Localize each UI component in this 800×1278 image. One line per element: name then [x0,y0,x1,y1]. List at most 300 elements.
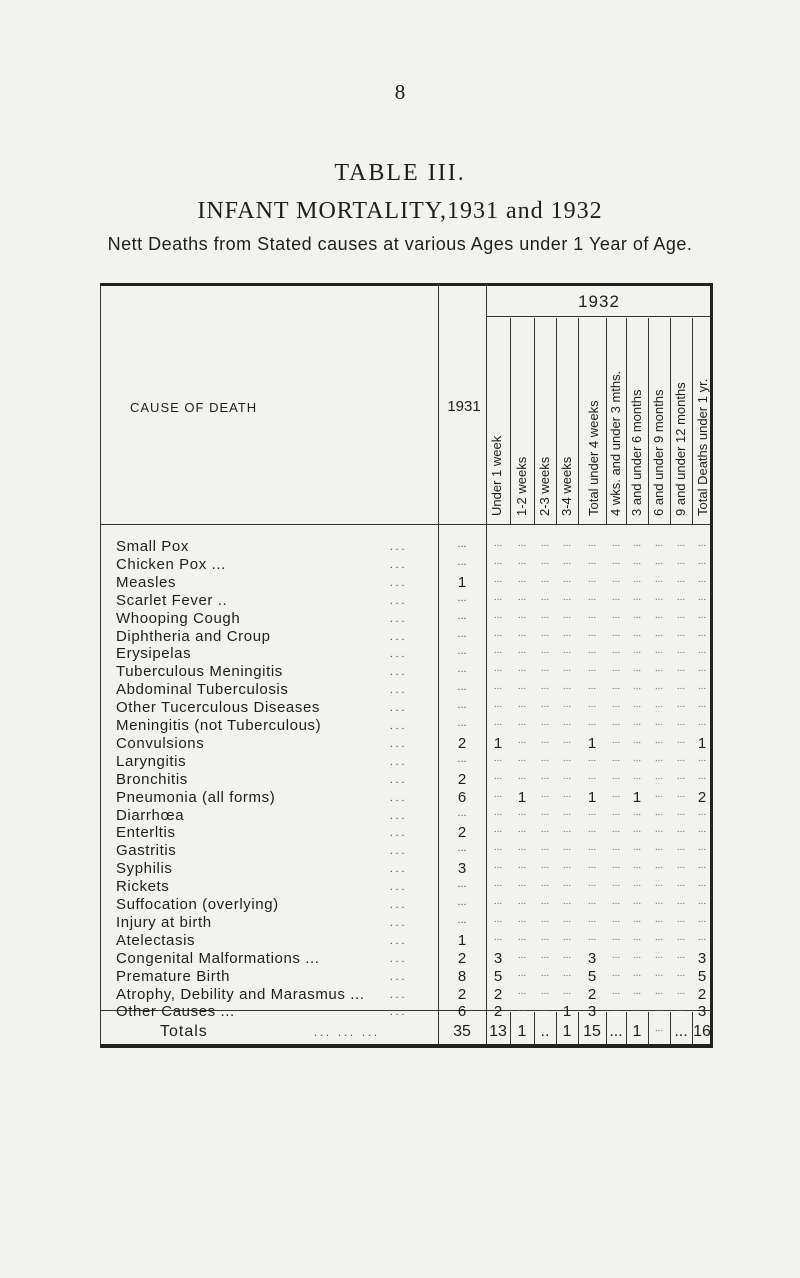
leader-dots: ... [390,916,408,929]
table-title: TABLE III. [334,160,466,186]
cell-age: ... [654,1003,664,1015]
header-bottom-rule [100,524,712,525]
header-divider-1932 [486,316,712,317]
cell-age: ... [540,949,550,961]
cell-age: 3 [697,1003,707,1021]
cell-age: ... [540,806,550,818]
cell-age: ... [632,538,642,549]
cell-age: ... [697,538,707,549]
cell-age: ... [493,555,503,567]
cell-age: ... [540,663,550,675]
page-number: 8 [394,80,406,104]
cell-age: ... [697,645,707,657]
cell-age: ... [676,1003,686,1015]
cell-age: ... [540,770,550,782]
cell-age: ... [562,949,572,961]
cell-age: ... [611,788,621,800]
table-row [100,950,713,968]
cell-age: ... [676,949,686,961]
cell-1931: 6 [457,1003,467,1021]
cell-age: ... [587,681,597,693]
cell-age: ... [562,770,572,782]
cell-age: ... [493,573,503,585]
table-row [100,538,713,556]
cell-age: ... [654,842,664,854]
cell-age: ... [587,699,597,711]
cell-1931: ... [457,627,467,640]
leader-dots: ... [390,863,408,876]
table-row [100,574,713,592]
leader-dots: ... [390,988,408,1001]
cell-age: ... [697,878,707,890]
age-col-divider [510,318,511,524]
cause-label: Tuberculous Meningitis [116,663,283,681]
table-row [100,986,713,1004]
cell-age: ... [632,645,642,657]
table-row [100,896,713,914]
cause-label: Meningitis (not Tuberculous) [116,717,322,734]
cell-age: 3 [587,1003,597,1021]
cell-age: ... [587,555,597,567]
cell-age: ... [611,1003,621,1015]
cause-label: Convulsions [116,734,205,752]
cell-1931: 2 [457,985,467,1003]
cell-age: ... [697,591,707,603]
leader-dots: ... [390,1006,408,1019]
cell-1931: ... [457,663,467,676]
cell-age: ... [697,699,707,711]
cell-age: ... [632,591,642,603]
cell-age: ... [493,788,503,800]
cell-age: ... [676,824,686,836]
cell-age: ... [676,538,686,549]
cell-age: ... [540,752,550,764]
cell-age: ... [562,609,572,621]
cell-age: ... [654,573,664,585]
table-row [100,645,713,663]
cell-age: ... [587,931,597,943]
cause-label: Congenital Malformations ... [116,949,320,967]
cell-age: ... [654,806,664,818]
cell-age: ... [676,609,686,621]
cell-age: ... [493,699,503,711]
cell-age: ... [493,842,503,854]
leader-dots: ... [390,594,408,607]
leader-dots: ... [390,899,408,911]
cell-age: ... [540,717,550,728]
totals-leader-dots: ... ... ... [314,1025,380,1039]
cell-age: ... [632,627,642,639]
cell-age: ... [517,645,527,657]
cell-age: ... [654,752,664,764]
age-col-divider [606,318,607,524]
cell-age: ... [697,913,707,925]
cell-1931: ... [457,555,467,568]
cell-age: ... [611,734,621,746]
totals-label: Totals [160,1023,208,1040]
cell-age: ... [493,591,503,603]
cell-age: ... [517,806,527,818]
cell-age: 1 [493,734,503,752]
cause-label: Enterltis [116,824,176,842]
cell-age: ... [654,538,664,549]
cell-age: ... [632,681,642,693]
cause-label: Scarlet Fever .. [116,591,228,609]
table-row [100,932,713,950]
cell-age: ... [611,967,621,979]
cell-age: ... [632,913,642,925]
table-row [100,663,713,681]
cell-age: ... [676,752,686,764]
cell-age: ... [654,663,664,675]
cell-age: ... [697,931,707,943]
cell-age: ... [611,806,621,818]
cell-age: ... [632,770,642,782]
cell-age: ... [697,681,707,693]
cause-label: Syphilis [116,860,173,878]
cell-age: ... [587,609,597,621]
cell-age: ... [654,896,664,907]
cell-age: ... [654,967,664,979]
cell-1931: ... [457,645,467,658]
cause-label: Suffocation (overlying) [116,896,279,913]
cell-age: ... [611,949,621,961]
cell-age: ... [611,896,621,907]
cell-age: ... [540,555,550,567]
cell-age: ... [562,555,572,567]
cause-label: Small Pox [116,538,189,555]
cause-label: Other Tucerculous Diseases [116,699,321,717]
cell-age: ... [517,842,527,854]
cell-age: ... [676,985,686,997]
cell-age: ... [517,717,527,728]
cause-label: Laryngitis [116,752,187,770]
cell-age: ... [654,609,664,621]
cause-label: Erysipelas [116,645,192,663]
cause-label: Premature Birth [116,967,231,985]
cell-age: ... [611,609,621,621]
totals-cell: 1 [632,1023,642,1040]
cell-age: ... [540,1003,550,1015]
cell-age: ... [676,717,686,728]
cell-age: ... [632,609,642,621]
cell-age: ... [697,806,707,818]
cause-label: Diarrhœa [116,806,185,824]
cell-age: ... [632,985,642,997]
cell-1931: 1 [457,931,467,949]
cell-age: ... [540,591,550,603]
leader-dots: ... [390,755,408,768]
cell-age: ... [697,663,707,675]
cell-age: ... [611,663,621,675]
cell-age: ... [632,967,642,979]
leader-dots: ... [390,773,408,786]
cell-age: ... [562,896,572,907]
cell-age: ... [517,949,527,961]
cell-age: ... [632,573,642,585]
cell-age: ... [654,788,664,800]
cell-age: 1 [632,788,642,806]
cell-age: ... [587,645,597,657]
cell-1931: ... [457,878,467,891]
age-col-divider [534,318,535,524]
cell-age: ... [587,842,597,854]
cell-age: ... [587,752,597,764]
cell-age: ... [493,645,503,657]
cell-age: ... [611,681,621,693]
cell-age: ... [587,538,597,549]
age-col-header: 6 and under 9 months [651,389,666,516]
table-row [100,789,713,807]
cell-age: ... [562,806,572,818]
cell-age: ... [632,734,642,746]
cell-age: ... [654,699,664,711]
table-row [100,628,713,646]
cell-age: ... [587,860,597,872]
cell-age: ... [676,967,686,979]
cell-age: ... [654,860,664,872]
cell-age: ... [517,627,527,639]
age-col-header: Total under 4 weeks [586,400,601,516]
cell-age: ... [587,824,597,836]
cell-age: ... [611,591,621,603]
table-row [100,735,713,753]
table-row [100,842,713,860]
cell-age: ... [587,896,597,907]
cell-age: 1 [587,734,597,752]
cell-age: ... [562,538,572,549]
cell-age: ... [611,573,621,585]
cell-age: ... [676,645,686,657]
leader-dots: ... [390,845,408,858]
cell-age: ... [540,878,550,890]
cell-age: ... [493,931,503,943]
cell-age: ... [540,896,550,907]
cause-label: Bronchitis [116,770,188,788]
cell-1931: ... [457,896,467,908]
table-subtitle: INFANT MORTALITY,1931 and 1932 [197,198,603,224]
cell-age: ... [540,699,550,711]
totals-cell: ... [674,1023,688,1040]
table-row [100,824,713,842]
age-col-divider [648,318,649,524]
table-row [100,807,713,825]
cell-age: ... [676,788,686,800]
cell-age: ... [611,645,621,657]
cause-label: Abdominal Tuberculosis [116,681,289,699]
cell-age: ... [632,842,642,854]
table-row [100,878,713,896]
table-row [100,681,713,699]
age-col-divider [578,318,579,524]
age-col-header: 3 and under 6 months [629,389,644,516]
cell-age: ... [493,770,503,782]
totals-1931: 35 [453,1023,471,1040]
cell-age: ... [587,591,597,603]
cell-age: ... [587,573,597,585]
cell-1931: 2 [457,770,467,788]
table-row [100,860,713,878]
cell-age: ... [540,860,550,872]
cell-age: ... [517,681,527,693]
cell-age: ... [587,663,597,675]
leader-dots: ... [390,666,408,679]
table-row [100,1003,713,1021]
cell-age: ... [562,842,572,854]
cell-age: ... [611,717,621,728]
cell-age: ... [676,913,686,925]
cell-age: ... [632,752,642,764]
leader-dots: ... [390,970,408,983]
age-col-header: 4 wks. and under 3 mths. [608,370,623,516]
cell-1931: ... [457,842,467,855]
table-row [100,771,713,789]
cell-1931: ... [457,752,467,765]
cell-age: ... [676,806,686,818]
cell-age: ... [654,627,664,639]
cell-age: ... [562,931,572,943]
cell-age: ... [517,985,527,997]
cell-age: ... [562,717,572,728]
cell-age: ... [540,538,550,549]
cell-1931: ... [457,591,467,604]
cell-age: 2 [493,985,503,1003]
col-header-cause: CAUSE OF DEATH [130,400,258,415]
cause-label: Gastritis [116,842,177,860]
cell-age: ... [517,878,527,890]
cell-1931: ... [457,538,467,550]
cell-age: 1 [517,788,527,806]
cell-age: ... [611,770,621,782]
cell-age: ... [611,627,621,639]
age-col-divider [626,318,627,524]
totals-cell: 1 [562,1023,572,1040]
totals-cell: 13 [489,1023,507,1040]
cell-age: ... [517,896,527,907]
cell-age: ... [676,573,686,585]
cell-age: ... [517,913,527,925]
cell-1931: 2 [457,949,467,967]
leader-dots: ... [390,630,408,643]
cell-age: ... [697,555,707,567]
cell-age: 2 [587,985,597,1003]
cell-age: ... [540,931,550,943]
totals-cell: 16 [693,1023,711,1040]
cell-1931: ... [457,699,467,712]
age-col-header: 9 and under 12 months [673,382,688,516]
cell-age: ... [697,770,707,782]
cell-age: 3 [587,949,597,967]
cell-1931: 1 [457,573,467,591]
cell-age: ... [632,824,642,836]
cell-age: ... [654,645,664,657]
cell-age: ... [632,949,642,961]
cell-1931: ... [457,806,467,819]
age-col-header: Under 1 week [489,435,504,516]
cell-age: ... [654,985,664,997]
cell-age: ... [611,699,621,711]
cell-age: ... [517,591,527,603]
cell-age: ... [654,931,664,943]
cell-age: ... [562,824,572,836]
cause-label: Whooping Cough [116,609,241,627]
cell-age: ... [632,699,642,711]
cell-age: 5 [493,967,503,985]
cell-age: ... [611,913,621,925]
cell-age: ... [676,860,686,872]
cell-age: ... [654,717,664,728]
cell-age: ... [587,717,597,728]
cell-age: ... [611,752,621,764]
cell-age: ... [517,1003,527,1015]
cell-age: ... [632,931,642,943]
cell-age: ... [676,681,686,693]
cell-age: ... [676,931,686,943]
cell-age: ... [517,555,527,567]
cell-age: ... [517,967,527,979]
cell-age: ... [611,555,621,567]
cell-age: ... [587,806,597,818]
leader-dots: ... [390,881,408,894]
cell-age: ... [562,681,572,693]
cell-age: ... [676,591,686,603]
cell-age: 5 [697,967,707,985]
cell-1931: 2 [457,824,467,842]
cell-age: ... [587,878,597,890]
cell-age: ... [562,591,572,603]
age-col-header: 1-2 weeks [514,456,529,516]
cell-age: ... [697,842,707,854]
cause-label: Diphtheria and Croup [116,627,271,645]
leader-dots: ... [390,684,408,697]
cell-age: ... [562,734,572,746]
cell-age: ... [697,824,707,836]
totals-cell: ... [609,1023,623,1040]
cell-age: ... [493,860,503,872]
cell-age: ... [676,896,686,907]
leader-dots: ... [390,737,408,750]
col-header-1931: 1931 [447,398,481,415]
cause-label: Measles [116,573,177,591]
table-row [100,753,713,771]
cell-age: ... [632,806,642,818]
cell-age: ... [493,806,503,818]
cell-age: ... [517,573,527,585]
age-col-divider [692,318,693,524]
cell-age: ... [676,842,686,854]
age-col-header: Total Deaths under 1 yr. [695,378,710,516]
cell-age: ... [540,609,550,621]
table-row [100,914,713,932]
cell-age: ... [697,752,707,764]
cell-age: ... [697,860,707,872]
cell-age: ... [654,555,664,567]
cell-age: ... [654,913,664,925]
cause-label: Pneumonia (all forms) [116,788,276,806]
cell-age: ... [632,555,642,567]
cell-age: ... [562,967,572,979]
totals-cell: ... [654,1023,664,1034]
age-col-divider [670,318,671,524]
cell-age: ... [493,896,503,907]
cell-age: ... [654,949,664,961]
cell-age: ... [587,770,597,782]
cell-age: ... [493,913,503,925]
cell-age: ... [611,842,621,854]
cell-age: ... [676,699,686,711]
leader-dots: ... [390,791,408,804]
cell-age: 2 [697,788,707,806]
